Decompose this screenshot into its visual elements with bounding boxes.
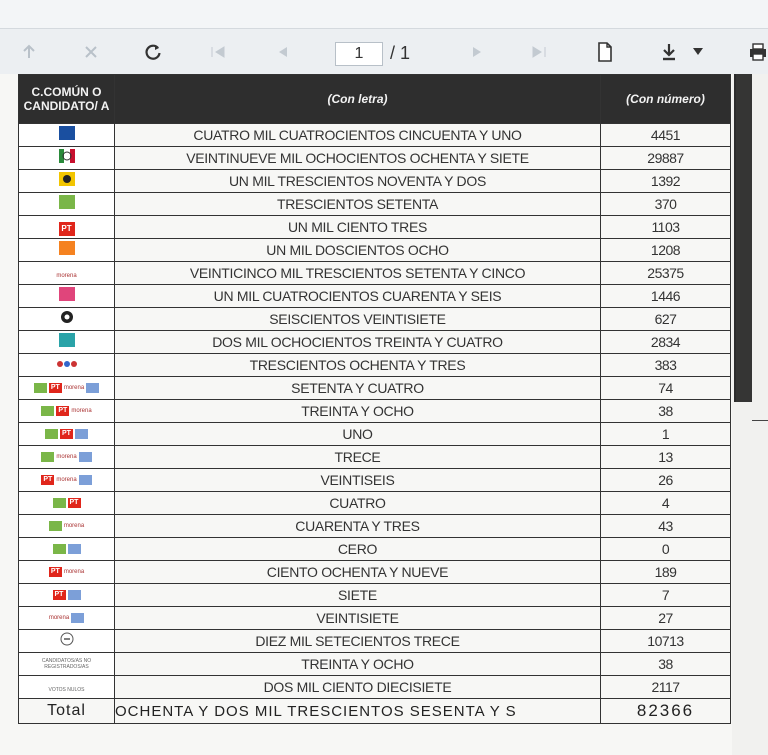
votes-in-letters: DOS MIL CIENTO DIECISIETE bbox=[115, 676, 601, 699]
pvem-mini-icon bbox=[41, 452, 54, 462]
close-icon[interactable] bbox=[76, 37, 106, 67]
pt-mini-icon: PT bbox=[49, 567, 62, 577]
party-logo-cell bbox=[19, 377, 115, 400]
votes-in-numbers: 13 bbox=[601, 446, 731, 469]
party-logo-cell bbox=[19, 354, 115, 377]
morena-logo-text: morena bbox=[63, 568, 85, 575]
pvem-mini-icon bbox=[45, 429, 58, 439]
votes-in-letters: SEISCIENTOS VEINTISIETE bbox=[115, 308, 601, 331]
votes-in-numbers: 38 bbox=[601, 653, 731, 676]
morena-logo-text: morena bbox=[56, 453, 77, 460]
pt-mini-icon: PT bbox=[68, 498, 81, 508]
party-logo-cell bbox=[19, 423, 115, 446]
pvem-logo-icon bbox=[59, 195, 75, 209]
morena-logo-text: morena bbox=[56, 273, 77, 279]
votes-in-numbers: 2117 bbox=[601, 676, 731, 699]
party-logo-cell bbox=[19, 515, 115, 538]
browser-top-strip bbox=[0, 0, 768, 28]
table-row bbox=[19, 147, 731, 170]
votes-in-letters: CIENTO OCHENTA Y NUEVE bbox=[115, 561, 601, 584]
coalition-mini-icon bbox=[68, 590, 81, 600]
last-page-icon[interactable] bbox=[526, 37, 552, 67]
table-row bbox=[19, 653, 731, 676]
pt-logo-icon: PT bbox=[59, 222, 75, 236]
divider bbox=[752, 420, 768, 421]
party-logo-cell bbox=[19, 469, 115, 492]
independent-logo-icon bbox=[59, 633, 75, 650]
party-logo-cell bbox=[19, 400, 115, 423]
votes-in-numbers: 74 bbox=[601, 377, 731, 400]
table-row bbox=[19, 446, 731, 469]
votes-in-letters: TREINTA Y OCHO bbox=[115, 400, 601, 423]
votes-in-numbers: 627 bbox=[601, 308, 731, 331]
print-icon[interactable] bbox=[748, 37, 768, 67]
morena-logo-text: morena bbox=[56, 476, 77, 483]
party-logo-cell bbox=[19, 170, 115, 193]
pes-logo-icon bbox=[59, 287, 75, 301]
party-logo-cell bbox=[19, 124, 115, 147]
votes-in-letters: UN MIL CUATROCIENTOS CUARENTA Y SEIS bbox=[115, 285, 601, 308]
table-row bbox=[19, 538, 731, 561]
next-page-icon[interactable] bbox=[464, 37, 490, 67]
party-logo-cell bbox=[19, 446, 115, 469]
morena-logo-text: morena bbox=[71, 407, 92, 414]
party-logo-cell bbox=[19, 308, 115, 331]
first-page-icon[interactable] bbox=[205, 37, 231, 67]
party-logo-cell bbox=[19, 561, 115, 584]
votes-in-letters: UN MIL TRESCIENTOS NOVENTA Y DOS bbox=[115, 170, 601, 193]
votes-in-numbers: 10713 bbox=[601, 630, 731, 653]
votes-in-numbers: 1392 bbox=[601, 170, 731, 193]
pvem-mini-icon bbox=[49, 521, 62, 531]
table-row bbox=[19, 377, 731, 400]
header-candidate: C.COMÚN O CANDIDATO/ A bbox=[19, 75, 115, 124]
total-row bbox=[19, 699, 731, 724]
votes-in-letters: CUATRO MIL CUATROCIENTOS CINCUENTA Y UNO bbox=[115, 124, 601, 147]
party-logo-cell bbox=[19, 216, 115, 239]
page-number-input[interactable]: 1 bbox=[335, 42, 383, 66]
party-logo-cell bbox=[19, 285, 115, 308]
table-row bbox=[19, 561, 731, 584]
pvem-mini-icon bbox=[53, 544, 66, 554]
coalition-mini-icon bbox=[68, 544, 81, 554]
table-row bbox=[19, 308, 731, 331]
unregistered-candidates-caption: CANDIDATOS/AS NO REGISTRADOS/AS bbox=[41, 658, 92, 670]
adjacent-table-column bbox=[734, 74, 752, 402]
party-logo-cell bbox=[19, 492, 115, 515]
pvem-mini-icon bbox=[34, 383, 47, 393]
coalition-mini-icon bbox=[71, 613, 84, 623]
party-circle-logo-icon bbox=[60, 311, 74, 328]
table-row bbox=[19, 285, 731, 308]
header-with-letters: (Con letra) bbox=[115, 75, 601, 124]
votes-in-letters: UN MIL DOSCIENTOS OCHO bbox=[115, 239, 601, 262]
votes-in-letters: VEINTICINCO MIL TRESCIENTOS SETENTA Y CINCO bbox=[115, 262, 601, 285]
votes-in-numbers: 1 bbox=[601, 423, 731, 446]
votes-in-numbers: 383 bbox=[601, 354, 731, 377]
party-logo-cell bbox=[19, 538, 115, 561]
table-row bbox=[19, 216, 731, 239]
votes-in-letters: DIEZ MIL SETECIENTOS TRECE bbox=[115, 630, 601, 653]
pvem-mini-icon bbox=[53, 498, 66, 508]
coalition-mini-icon bbox=[75, 429, 88, 439]
votes-in-numbers: 25375 bbox=[601, 262, 731, 285]
table-row bbox=[19, 492, 731, 515]
votes-in-numbers: 370 bbox=[601, 193, 731, 216]
morena-logo-text: morena bbox=[63, 522, 85, 529]
votes-in-numbers: 189 bbox=[601, 561, 731, 584]
coalition-mini-icon bbox=[79, 452, 92, 462]
pri-logo-icon bbox=[59, 149, 75, 163]
table-row bbox=[19, 423, 731, 446]
votes-in-numbers: 0 bbox=[601, 538, 731, 561]
party-logo-cell bbox=[19, 676, 115, 699]
total-label: Total bbox=[19, 699, 115, 724]
coalition-logo-icon bbox=[55, 356, 79, 373]
votes-in-letters: VEINTISIETE bbox=[115, 607, 601, 630]
coalition-mini-icon bbox=[79, 475, 92, 485]
votes-in-letters: VEINTINUEVE MIL OCHOCIENTOS OCHENTA Y SIETE bbox=[115, 147, 601, 170]
download-icon[interactable] bbox=[656, 37, 682, 67]
votes-in-letters: CUATRO bbox=[115, 492, 601, 515]
null-votes-caption: VOTOS NULOS bbox=[48, 687, 85, 693]
table-row bbox=[19, 607, 731, 630]
table-row bbox=[19, 193, 731, 216]
votes-in-letters: CERO bbox=[115, 538, 601, 561]
pt-mini-icon: PT bbox=[41, 475, 54, 485]
party-logo-cell bbox=[19, 630, 115, 653]
document-icon[interactable] bbox=[592, 37, 618, 67]
adjacent-table-edge bbox=[732, 74, 768, 755]
votes-in-numbers: 26 bbox=[601, 469, 731, 492]
nueva-alianza-logo-icon bbox=[59, 333, 75, 347]
party-logo-cell bbox=[19, 331, 115, 354]
party-logo-cell bbox=[19, 607, 115, 630]
votes-in-letters: TRESCIENTOS OCHENTA Y TRES bbox=[115, 354, 601, 377]
votes-in-letters: UN MIL CIENTO TRES bbox=[115, 216, 601, 239]
table-row bbox=[19, 584, 731, 607]
votes-in-numbers: 1446 bbox=[601, 285, 731, 308]
votes-in-letters: DOS MIL OCHOCIENTOS TREINTA Y CUATRO bbox=[115, 331, 601, 354]
table-row bbox=[19, 676, 731, 699]
party-logo-cell bbox=[19, 653, 115, 676]
votes-in-letters: TRECE bbox=[115, 446, 601, 469]
votes-in-numbers: 38 bbox=[601, 400, 731, 423]
pan-logo-icon bbox=[59, 126, 75, 140]
table-row bbox=[19, 354, 731, 377]
votes-in-numbers: 7 bbox=[601, 584, 731, 607]
votes-in-letters: SIETE bbox=[115, 584, 601, 607]
table-row bbox=[19, 239, 731, 262]
table-row bbox=[19, 170, 731, 193]
votes-in-letters: VEINTISEIS bbox=[115, 469, 601, 492]
page-total-label: / 1 bbox=[390, 43, 411, 63]
table-row bbox=[19, 262, 731, 285]
total-in-letters: OCHENTA Y DOS MIL TRESCIENTOS SESENTA Y S bbox=[115, 699, 601, 724]
arrow-up-icon[interactable] bbox=[14, 37, 44, 67]
header-with-numbers: (Con número) bbox=[601, 75, 731, 124]
party-logo-cell bbox=[19, 193, 115, 216]
party-logo-cell bbox=[19, 147, 115, 170]
votes-in-numbers: 27 bbox=[601, 607, 731, 630]
table-row bbox=[19, 124, 731, 147]
votes-in-letters: SETENTA Y CUATRO bbox=[115, 377, 601, 400]
coalition-mini-icon bbox=[86, 383, 99, 393]
morena-logo-text: morena bbox=[48, 614, 70, 621]
votes-in-numbers: 4 bbox=[601, 492, 731, 515]
refresh-icon[interactable] bbox=[138, 37, 168, 67]
pt-mini-icon: PT bbox=[53, 590, 66, 600]
mc-logo-icon bbox=[59, 241, 75, 255]
table-row bbox=[19, 469, 731, 492]
votes-in-letters: UNO bbox=[115, 423, 601, 446]
prd-logo-icon bbox=[59, 172, 75, 186]
votes-in-numbers: 2834 bbox=[601, 331, 731, 354]
morena-logo-text: morena bbox=[63, 384, 85, 391]
votes-in-numbers: 29887 bbox=[601, 147, 731, 170]
dropdown-arrow-icon[interactable] bbox=[688, 37, 708, 67]
pdf-document-page bbox=[0, 74, 768, 755]
pt-mini-icon: PT bbox=[60, 429, 73, 439]
party-logo-cell bbox=[19, 584, 115, 607]
votes-in-letters: CUARENTA Y TRES bbox=[115, 515, 601, 538]
votes-in-numbers: 1208 bbox=[601, 239, 731, 262]
table-row bbox=[19, 400, 731, 423]
votes-in-numbers: 1103 bbox=[601, 216, 731, 239]
votes-in-numbers: 4451 bbox=[601, 124, 731, 147]
prev-page-icon[interactable] bbox=[270, 37, 296, 67]
table-row bbox=[19, 630, 731, 653]
pt-mini-icon: PT bbox=[49, 383, 62, 393]
votes-in-numbers: 43 bbox=[601, 515, 731, 538]
votes-in-letters: TREINTA Y OCHO bbox=[115, 653, 601, 676]
pt-mini-icon: PT bbox=[56, 406, 69, 416]
table-row bbox=[19, 515, 731, 538]
votes-in-letters: TRESCIENTOS SETENTA bbox=[115, 193, 601, 216]
vote-count-table bbox=[18, 74, 731, 724]
pdf-toolbar bbox=[0, 28, 768, 76]
party-logo-cell bbox=[19, 262, 115, 285]
table-row bbox=[19, 331, 731, 354]
party-logo-cell bbox=[19, 239, 115, 262]
total-in-numbers: 82366 bbox=[601, 699, 731, 724]
pvem-mini-icon bbox=[41, 406, 54, 416]
